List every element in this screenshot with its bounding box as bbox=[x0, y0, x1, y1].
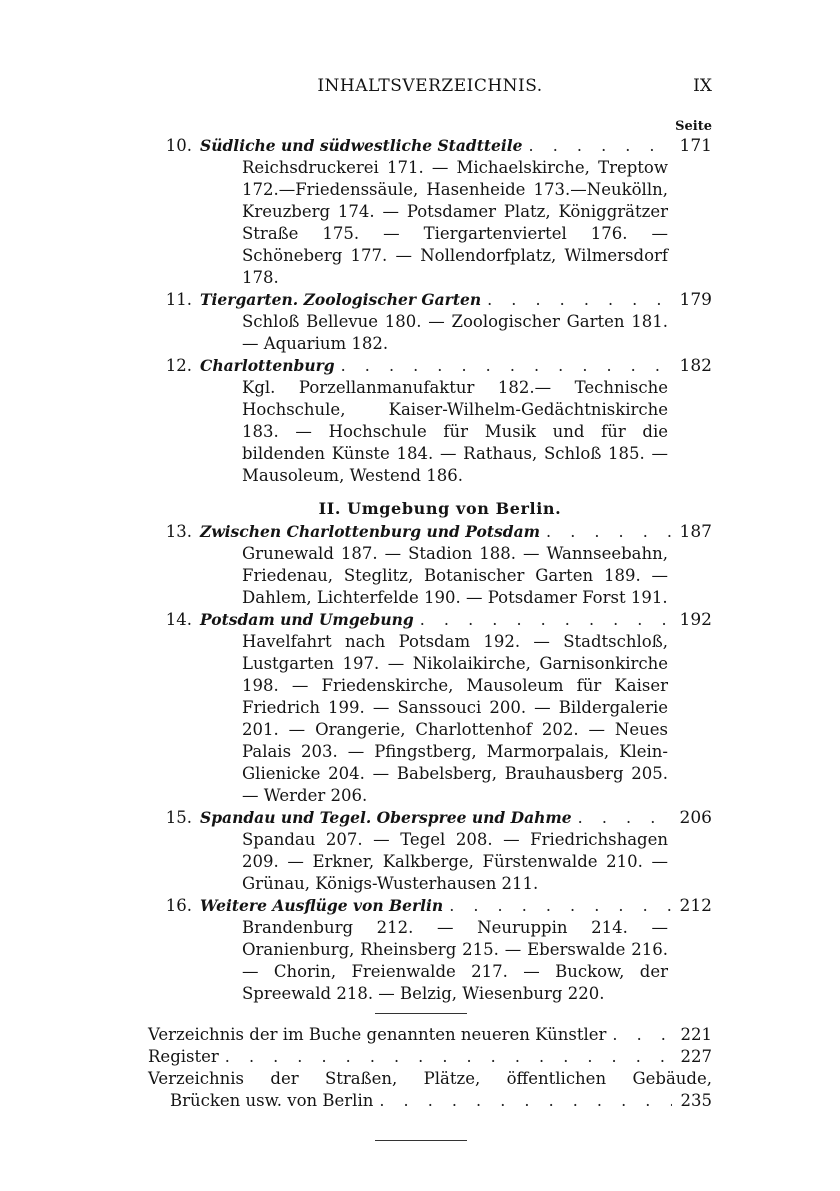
leader-dots bbox=[546, 521, 672, 543]
running-title: INHALTSVERZEICHNIS. bbox=[317, 76, 543, 96]
entry-page: 182 bbox=[679, 356, 712, 376]
toc-entry-14 bbox=[148, 609, 712, 807]
appendix-title-line1: Verzeichnis der Straßen, Plätze, öffentlichen Gebäude, bbox=[148, 1069, 712, 1088]
entry-number: 11. bbox=[165, 290, 192, 309]
table-of-contents bbox=[0, 135, 840, 1141]
appendix-list bbox=[148, 1024, 712, 1112]
entry-description: Havelfahrt nach Potsdam 192. — Stadtschloß, Lustgarten 197. — Nikolaikirche, Garnisonkirche 198. — Friedenskirche, Mausoleum für Kaiser Friedrich 199. — Sanssouci 200. — Bildergalerie 201. — Orangerie, Charlottenhof 202. — Neues Palais 203. — Pfingstberg, Marmorpalais, Klein-Glienicke 204. — Babelsberg, Brauhausberg 205. — Werder 206. bbox=[242, 632, 668, 805]
appendix-page: 235 bbox=[680, 1091, 712, 1110]
entry-description: Spandau 207. — Tegel 208. — Friedrichshagen 209. — Erkner, Kalkberge, Fürstenwalde 210. — Grünau, Königs-Wusterhausen 211. bbox=[242, 830, 668, 893]
leader-dots bbox=[341, 355, 672, 377]
toc-entry-12 bbox=[148, 355, 712, 487]
entry-title: Potsdam und Umgebung bbox=[200, 610, 414, 629]
entry-number: 12. bbox=[165, 356, 192, 375]
leader-dots bbox=[225, 1046, 672, 1068]
entry-description: Brandenburg 212. — Neuruppin 214. — Oranienburg, Rheinsberg 215. — Eberswalde 216. — Chorin, Freienwalde 217. — Buckow, der Spreewald 218. — Belzig, Wiesenburg 220. bbox=[242, 918, 668, 1003]
entry-description: Kgl. Porzellanmanufaktur 182.— Technische Hochschule, Kaiser-Wilhelm-Gedächtniskirche 183. — Hochschule für Musik und für die bildenden Künste 184. — Rathaus, Schloß 185. — Mausoleum, Westend 186. bbox=[242, 378, 668, 485]
leader-dots bbox=[449, 895, 672, 917]
entry-page: 206 bbox=[679, 808, 712, 828]
appendix-item-register bbox=[148, 1046, 712, 1068]
entry-title: Charlottenburg bbox=[200, 356, 335, 375]
leader-dots bbox=[487, 289, 672, 311]
entry-description: Grunewald 187. — Stadion 188. — Wannseebahn, Friedenau, Steglitz, Botanischer Garten 189. — Dahlem, Lichterfelde 190. — Potsdamer Forst 191. bbox=[242, 544, 668, 607]
entry-title: Südliche und südwestliche Stadtteile bbox=[200, 136, 523, 155]
appendix-item-strassen bbox=[148, 1068, 712, 1112]
entry-title: Zwischen Charlottenburg und Potsdam bbox=[200, 522, 541, 541]
appendix-page: 221 bbox=[680, 1025, 712, 1044]
appendix-page: 227 bbox=[680, 1047, 712, 1066]
appendix-item-kuenstler bbox=[148, 1024, 712, 1046]
entry-number: 16. bbox=[165, 896, 192, 915]
entry-number: 13. bbox=[165, 522, 192, 541]
toc-entry-13 bbox=[148, 521, 712, 609]
section-heading: II. Umgebung von Berlin. bbox=[318, 499, 562, 518]
seite-label: Seite bbox=[675, 119, 712, 134]
entry-number: 10. bbox=[165, 136, 192, 155]
toc-entry-15 bbox=[148, 807, 712, 895]
leader-dots bbox=[379, 1090, 672, 1112]
appendix-title: Register bbox=[148, 1047, 219, 1066]
entry-title: Weitere Ausflüge von Berlin bbox=[200, 896, 444, 915]
entry-page: 192 bbox=[679, 610, 712, 630]
leader-dots bbox=[529, 135, 672, 157]
entry-page: 179 bbox=[679, 290, 712, 310]
toc-entry-11 bbox=[148, 289, 712, 355]
entry-page: 212 bbox=[679, 896, 712, 916]
entry-page: 171 bbox=[679, 136, 712, 156]
entry-description: Reichsdruckerei 171. — Michaelskirche, Treptow 172.—Friedenssäule, Hasenheide 173.—Neukölln, Kreuzberg 174. — Potsdamer Platz, Königgrätzer Straße 175. — Tiergartenviertel 176. — Schöneberg 177. — Nollendorfplatz, Wilmersdorf 178. bbox=[242, 158, 668, 287]
entry-number: 14. bbox=[165, 610, 192, 629]
entry-title: Tiergarten. Zoologischer Garten bbox=[200, 290, 482, 309]
appendix-title-line2: Brücken usw. von Berlin bbox=[170, 1091, 374, 1110]
toc-entry-16 bbox=[148, 895, 712, 1005]
entry-number: 15. bbox=[165, 808, 192, 827]
entry-title: Spandau und Tegel. Oberspree und Dahme bbox=[200, 808, 572, 827]
page-number: IX bbox=[693, 76, 712, 96]
appendix-title: Verzeichnis der im Buche genannten neueren Künstler bbox=[148, 1025, 607, 1044]
leader-dots bbox=[420, 609, 672, 631]
toc-entry-10 bbox=[148, 135, 712, 289]
entry-description: Schloß Bellevue 180. — Zoologischer Garten 181. — Aquarium 182. bbox=[242, 312, 668, 353]
divider-rule bbox=[375, 1013, 467, 1014]
leader-dots bbox=[578, 807, 672, 829]
leader-dots bbox=[612, 1024, 672, 1046]
bottom-rule bbox=[375, 1140, 467, 1141]
running-head bbox=[148, 76, 712, 102]
entry-page: 187 bbox=[679, 522, 712, 542]
